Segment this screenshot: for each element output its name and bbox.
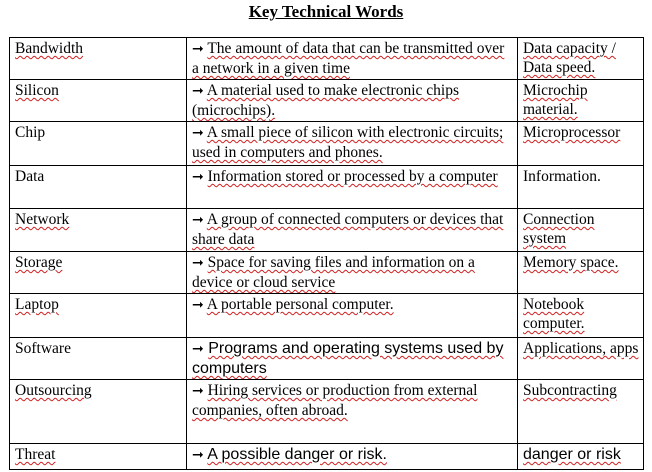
- arrow-icon: ➞: [192, 125, 204, 141]
- synonym-text: Memory space.: [523, 254, 619, 271]
- term-text: Chip: [15, 124, 46, 141]
- key-words-table: [9, 37, 644, 470]
- term-cell: [10, 166, 187, 209]
- synonym-cell: [518, 80, 644, 122]
- synonym-cell: [518, 444, 644, 470]
- definition-cell: [187, 122, 518, 166]
- synonym-cell: [518, 209, 644, 252]
- term-cell: [10, 380, 187, 444]
- arrow-icon: ➞: [192, 212, 204, 228]
- synonym-text: Notebook computer.: [523, 296, 585, 332]
- table-row: [10, 209, 644, 252]
- page-title: Key Technical Words: [248, 2, 404, 21]
- definition-cell: [187, 380, 518, 444]
- synonym-text: Subcontracting: [523, 382, 617, 399]
- definition-text: A portable personal computer.: [206, 296, 394, 313]
- table-row: [10, 444, 644, 470]
- term-text: Network: [15, 211, 70, 228]
- table-row: [10, 38, 644, 80]
- synonym-cell: [518, 294, 644, 338]
- definition-cell: [187, 444, 518, 470]
- definition-text: Hiring services or production from external companies, often abroad.: [192, 382, 478, 419]
- term-text: Outsourcing: [15, 382, 92, 399]
- term-text: Software: [15, 340, 71, 357]
- term-text: Bandwidth: [15, 40, 84, 57]
- term-text: Threat: [15, 446, 56, 463]
- table-row: [10, 166, 644, 209]
- synonym-cell: [518, 338, 644, 380]
- term-text: Laptop: [15, 296, 59, 313]
- arrow-icon: ➞: [192, 255, 204, 271]
- term-text: Silicon: [15, 82, 59, 99]
- synonym-text: Connection system: [523, 211, 595, 247]
- term-cell: [10, 80, 187, 122]
- synonym-text: Information.: [523, 168, 601, 185]
- table-row: [10, 338, 644, 380]
- definition-text: A small piece of silicon with electronic circuits; used in computers and phones.: [192, 124, 504, 161]
- arrow-icon: ➞: [192, 41, 204, 57]
- term-text: Storage: [15, 254, 63, 271]
- definition-text: A group of connected computers or devices that share data: [192, 211, 504, 248]
- definition-text: The amount of data that can be transmitted over a network in a given time: [192, 40, 505, 77]
- definition-text: Information stored or processed by a computer: [207, 168, 498, 185]
- synonym-text: Microprocessor: [523, 124, 621, 141]
- term-cell: [10, 444, 187, 470]
- synonym-cell: [518, 38, 644, 80]
- table-row: [10, 380, 644, 444]
- synonym-text: danger or risk: [523, 446, 621, 463]
- definition-cell: [187, 80, 518, 122]
- term-cell: [10, 209, 187, 252]
- synonym-cell: [518, 122, 644, 166]
- table-row: [10, 122, 644, 166]
- arrow-icon: ➞: [192, 169, 204, 185]
- arrow-icon: ➞: [192, 447, 204, 463]
- term-cell: [10, 294, 187, 338]
- arrow-icon: ➞: [192, 297, 204, 313]
- arrow-icon: ➞: [192, 83, 204, 99]
- table-row: [10, 294, 644, 338]
- definition-cell: [187, 294, 518, 338]
- term-text: Data: [15, 168, 45, 185]
- synonym-cell: [518, 380, 644, 444]
- term-cell: [10, 38, 187, 80]
- term-cell: [10, 252, 187, 294]
- synonym-cell: [518, 166, 644, 209]
- term-cell: [10, 122, 187, 166]
- definition-text: A material used to make electronic chips (microchips).: [192, 82, 459, 119]
- term-cell: [10, 338, 187, 380]
- definition-cell: [187, 252, 518, 294]
- definition-text: Programs and operating systems used by computers: [192, 340, 504, 377]
- arrow-icon: ➞: [192, 383, 204, 399]
- synonym-text: Applications, apps: [523, 340, 639, 357]
- synonym-text: Microchip material.: [523, 82, 588, 118]
- definition-text: Space for saving files and information on a device or cloud service: [192, 254, 475, 291]
- synonym-cell: [518, 252, 644, 294]
- synonym-text: Data capacity / Data speed.: [523, 40, 616, 76]
- table-row: [10, 252, 644, 294]
- arrow-icon: ➞: [192, 341, 204, 357]
- definition-cell: [187, 209, 518, 252]
- definition-cell: [187, 38, 518, 80]
- definition-cell: [187, 338, 518, 380]
- definition-cell: [187, 166, 518, 209]
- definition-text: A possible danger or risk.: [207, 446, 387, 463]
- table-row: [10, 80, 644, 122]
